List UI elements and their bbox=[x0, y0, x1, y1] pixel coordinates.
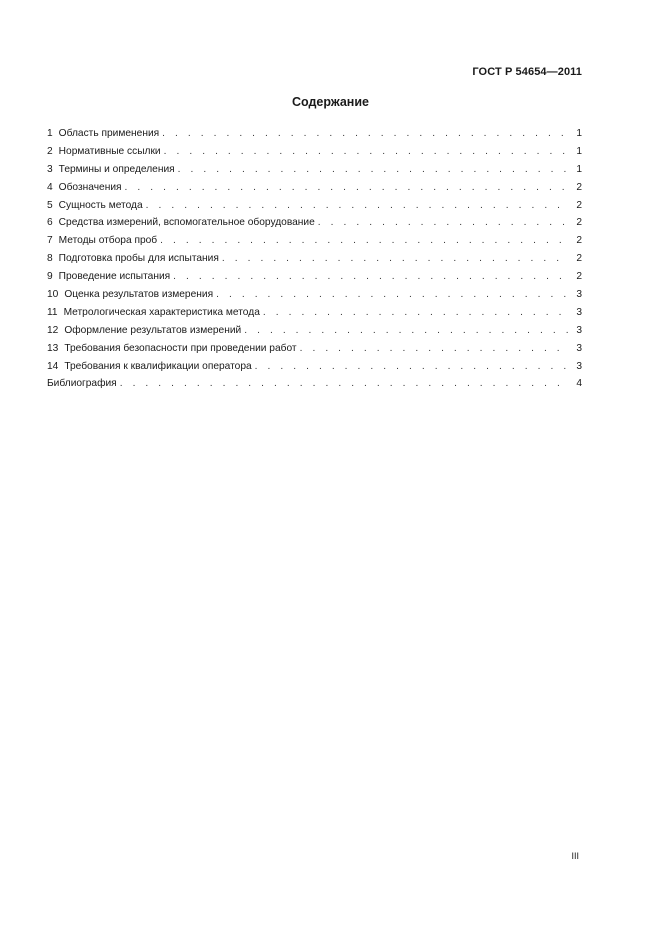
toc-entry-page: 3 bbox=[576, 342, 582, 354]
toc-entry-label bbox=[47, 250, 222, 268]
toc-entry-title: Методы отбора проб bbox=[58, 235, 158, 247]
toc-entry-page: 4 bbox=[576, 378, 582, 390]
toc-entry-label bbox=[47, 232, 160, 250]
toc-entry[interactable] bbox=[47, 143, 582, 161]
document-code: ГОСТ Р 54654—2011 bbox=[472, 66, 582, 78]
table-of-contents bbox=[47, 125, 582, 393]
toc-entry-title: Термины и определения bbox=[58, 163, 175, 175]
toc-entry-page: 1 bbox=[576, 145, 582, 157]
toc-entry[interactable] bbox=[47, 232, 582, 250]
toc-entry-page: 3 bbox=[576, 289, 582, 301]
toc-entry-bibliography[interactable] bbox=[47, 375, 582, 393]
toc-leader-dots bbox=[318, 214, 570, 232]
toc-entry[interactable] bbox=[47, 322, 582, 340]
toc-entry-number: 2 bbox=[47, 145, 53, 157]
toc-entry-page: 2 bbox=[576, 235, 582, 247]
toc-entry[interactable] bbox=[47, 304, 582, 322]
toc-title: Содержание bbox=[291, 95, 369, 109]
toc-entry-label bbox=[47, 268, 173, 286]
toc-entry-label bbox=[47, 179, 125, 197]
toc-entry-page: 2 bbox=[576, 181, 582, 193]
toc-entry-number: 12 bbox=[47, 324, 59, 336]
toc-entry-page: 1 bbox=[576, 163, 582, 175]
toc-entry-title: Сущность метода bbox=[58, 199, 143, 211]
toc-leader-dots bbox=[164, 143, 570, 161]
toc-entry-label bbox=[47, 358, 255, 376]
toc-entry-label bbox=[47, 340, 300, 358]
toc-entry[interactable] bbox=[47, 179, 582, 197]
toc-entry-label bbox=[47, 214, 318, 232]
toc-leader-dots bbox=[244, 322, 570, 340]
page-number: III bbox=[571, 851, 579, 861]
toc-leader-dots bbox=[120, 375, 570, 393]
toc-leader-dots bbox=[300, 340, 570, 358]
toc-entry-label bbox=[47, 143, 164, 161]
toc-entry-title: Оценка результатов измерения bbox=[64, 289, 214, 301]
toc-entry-number: 6 bbox=[47, 217, 53, 229]
toc-entry-label bbox=[47, 286, 216, 304]
toc-leader-dots bbox=[160, 232, 570, 250]
toc-leader-dots bbox=[125, 179, 570, 197]
toc-entry-title: Нормативные ссылки bbox=[58, 145, 161, 157]
toc-leader-dots bbox=[178, 161, 570, 179]
toc-entry-page: 2 bbox=[576, 199, 582, 211]
toc-entry-number: 14 bbox=[47, 360, 59, 372]
toc-entry-label bbox=[47, 161, 178, 179]
toc-entry-title: Проведение испытания bbox=[58, 271, 171, 283]
toc-leader-dots bbox=[263, 304, 570, 322]
toc-leader-dots bbox=[146, 197, 570, 215]
toc-entry-page: 3 bbox=[576, 324, 582, 336]
toc-entry-label bbox=[47, 304, 263, 322]
toc-entry-title: Требования безопасности при проведении работ bbox=[64, 342, 297, 354]
toc-entry[interactable] bbox=[47, 161, 582, 179]
toc-entry-number: 11 bbox=[47, 306, 58, 318]
toc-entry-title: Подготовка пробы для испытания bbox=[58, 253, 219, 265]
toc-entry-number: 8 bbox=[47, 253, 53, 265]
toc-leader-dots bbox=[162, 125, 570, 143]
toc-leader-dots bbox=[216, 286, 570, 304]
toc-entry-title: Средства измерений, вспомогательное оборудование bbox=[58, 217, 315, 229]
toc-entry-page: 2 bbox=[576, 271, 582, 283]
toc-entry-page: 1 bbox=[576, 128, 582, 139]
toc-entry-number: 3 bbox=[47, 163, 53, 175]
toc-entry[interactable] bbox=[47, 214, 582, 232]
toc-entry-title: Оформление результатов измерений bbox=[64, 324, 242, 336]
toc-entry-page: 2 bbox=[576, 217, 582, 229]
toc-leader-dots bbox=[173, 268, 570, 286]
toc-entry-label bbox=[47, 375, 120, 393]
toc-entry-number: 9 bbox=[47, 271, 53, 283]
toc-entry-number: 4 bbox=[47, 181, 53, 193]
toc-entry-number: 13 bbox=[47, 342, 59, 354]
toc-entry-title: Область применения bbox=[58, 128, 160, 139]
toc-entry[interactable] bbox=[47, 125, 582, 143]
toc-entry[interactable] bbox=[47, 286, 582, 304]
toc-entry-title: Обозначения bbox=[58, 181, 122, 193]
toc-entry[interactable] bbox=[47, 268, 582, 286]
toc-entry-title: Метрологическая характеристика метода bbox=[63, 306, 260, 318]
toc-entry-number: 10 bbox=[47, 289, 59, 301]
toc-leader-dots bbox=[255, 358, 570, 376]
toc-entry[interactable] bbox=[47, 250, 582, 268]
toc-entry-page: 2 bbox=[576, 253, 582, 265]
toc-entry-number: 5 bbox=[47, 199, 53, 211]
toc-entry[interactable] bbox=[47, 197, 582, 215]
toc-entry[interactable] bbox=[47, 358, 582, 376]
toc-entry-page: 3 bbox=[576, 360, 582, 372]
toc-entry-page: 3 bbox=[576, 306, 582, 318]
toc-entry-title: Требования к квалификации оператора bbox=[64, 360, 252, 372]
toc-entry-title: Библиография bbox=[47, 378, 117, 390]
toc-leader-dots bbox=[222, 250, 570, 268]
toc-entry[interactable] bbox=[47, 340, 582, 358]
toc-entry-label bbox=[47, 125, 162, 143]
toc-entry-number: 7 bbox=[47, 235, 53, 247]
toc-entry-label bbox=[47, 322, 244, 340]
toc-entry-label bbox=[47, 197, 146, 215]
toc-entry-number: 1 bbox=[47, 128, 53, 139]
